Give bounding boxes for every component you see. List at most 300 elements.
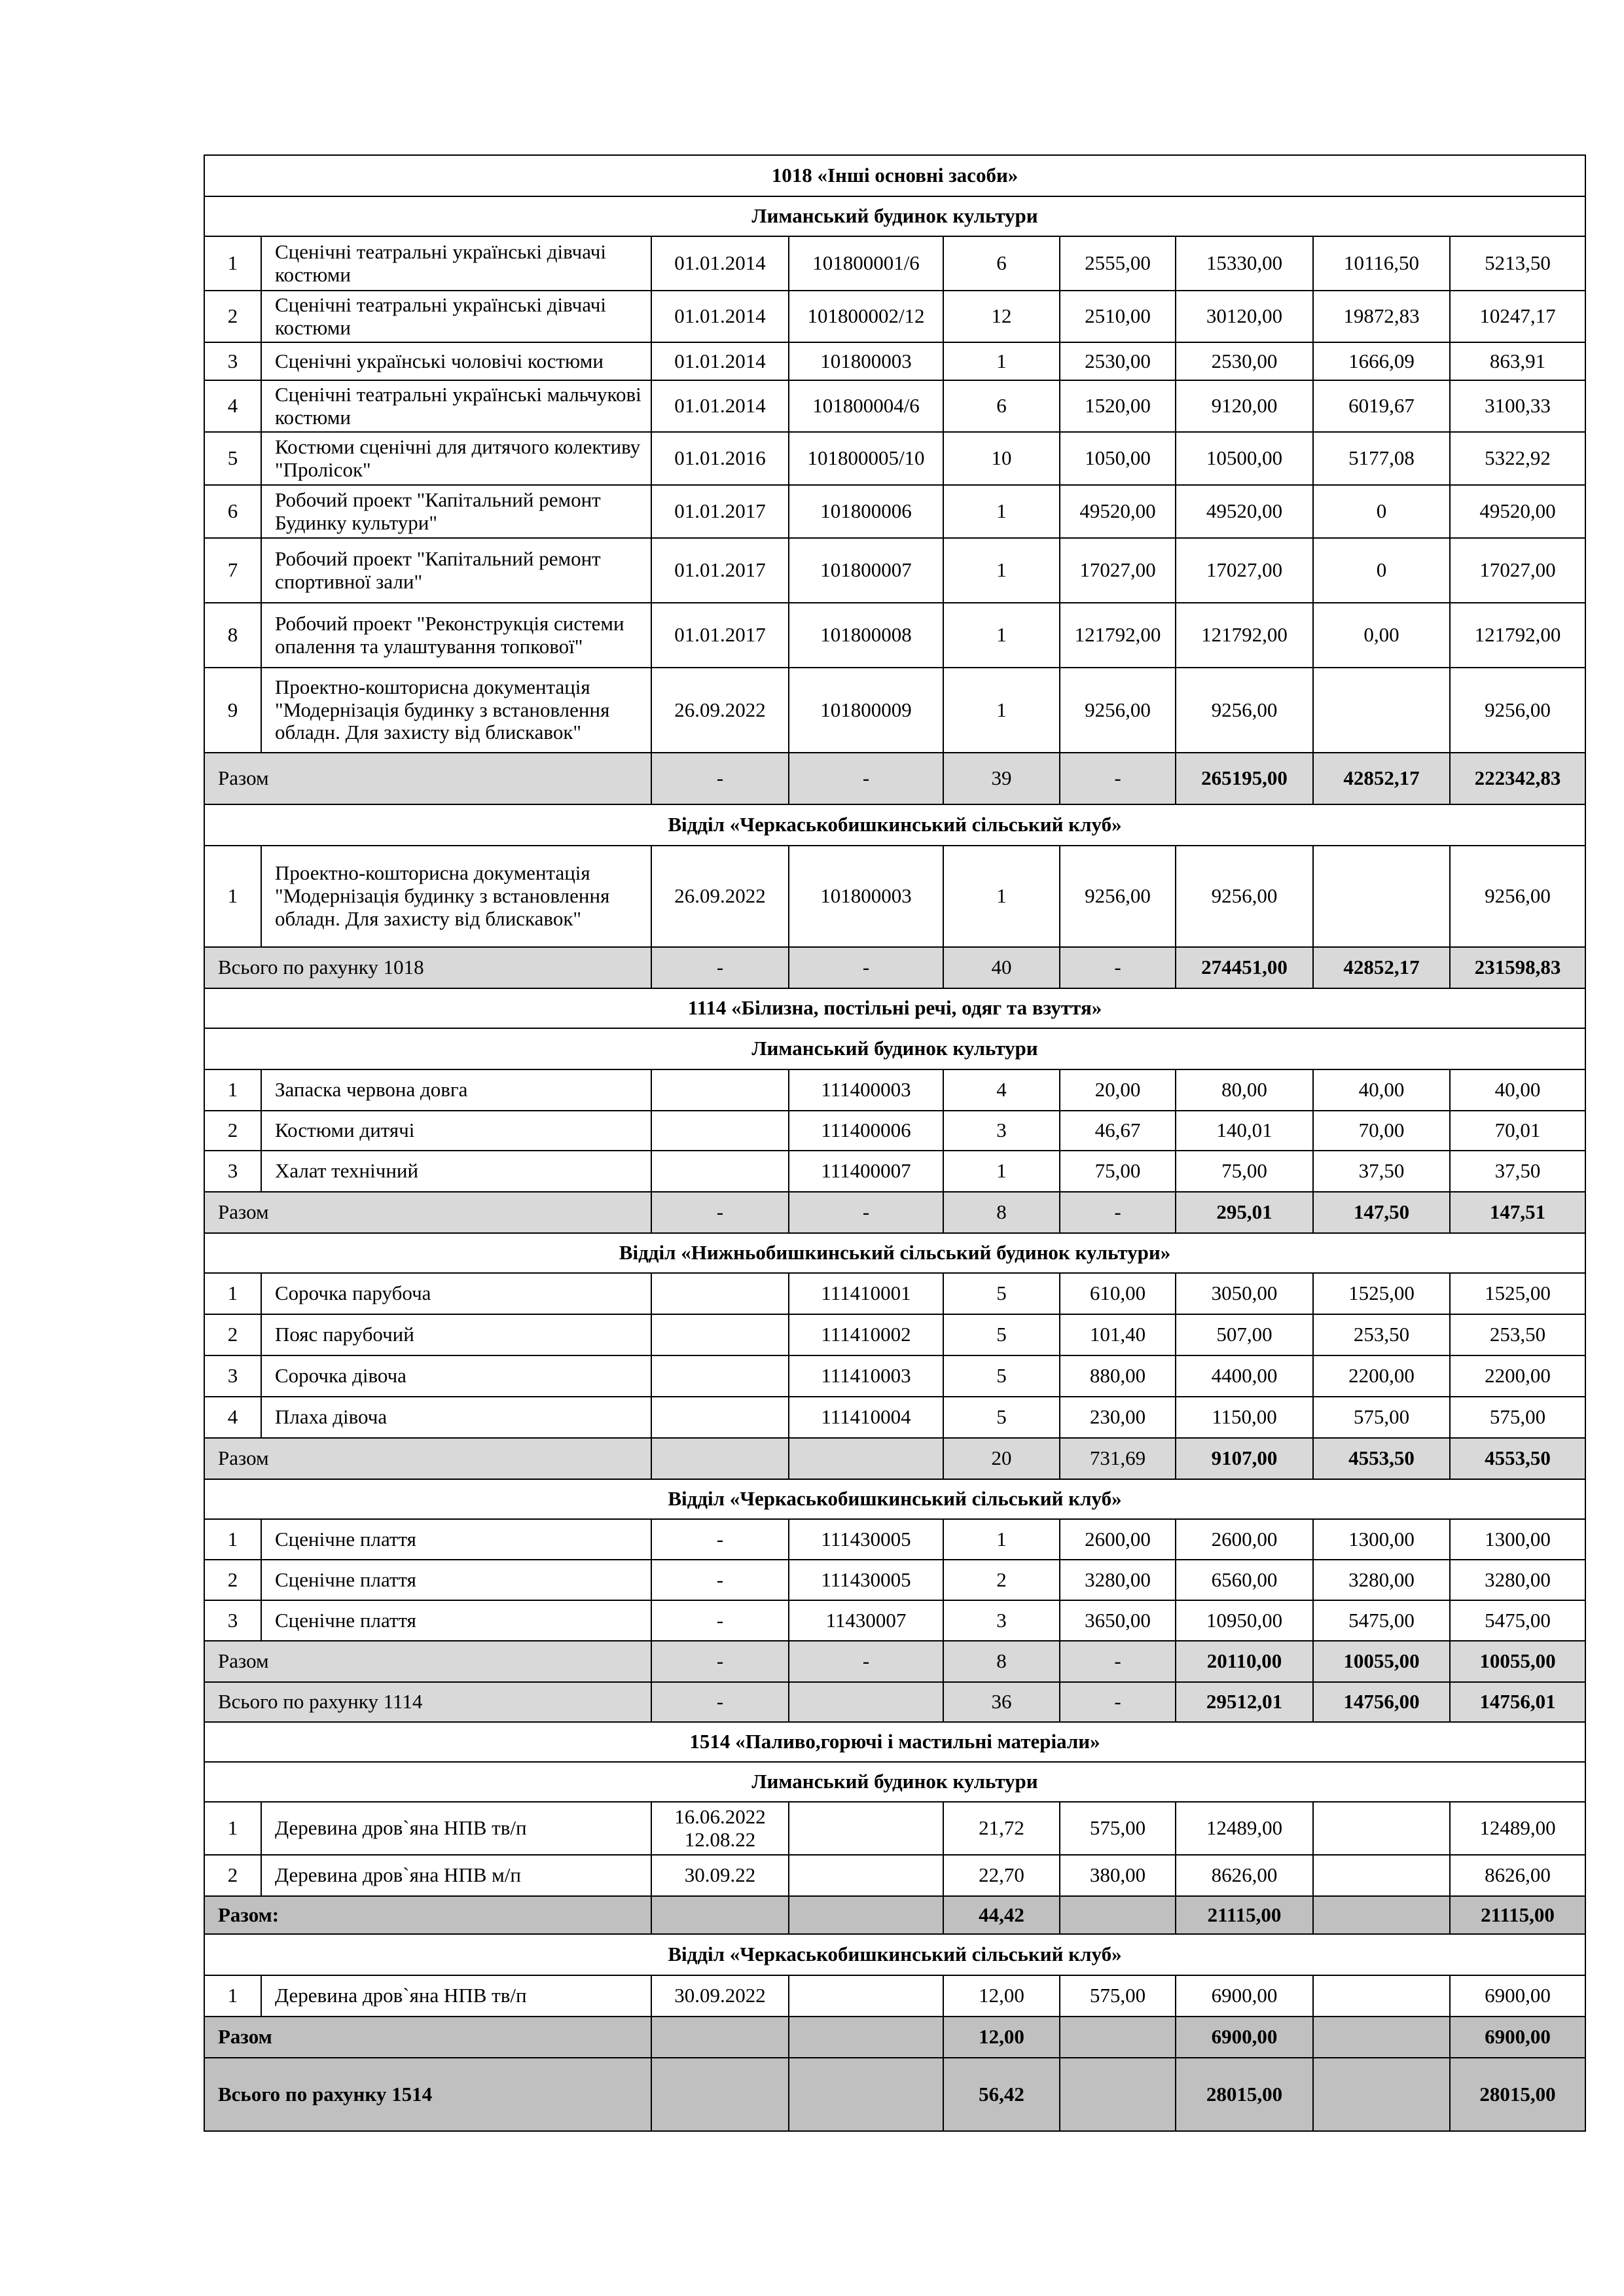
section-header <box>204 1762 1585 1802</box>
quantity: 2 <box>943 1560 1060 1600</box>
total-label: Разом <box>204 1438 651 1479</box>
date: 01.01.2014 <box>651 291 789 342</box>
unit-price: 20,00 <box>1060 1069 1176 1111</box>
item-name: Сорочка парубоча <box>261 1273 651 1314</box>
depreciation: 42852,17 <box>1313 947 1450 988</box>
total-sum: 28015,00 <box>1176 2058 1313 2131</box>
item-name: Деревина дров`яна НПВ тв/п <box>261 1802 651 1855</box>
quantity: 39 <box>943 753 1060 804</box>
depreciation <box>1313 1975 1450 2017</box>
quantity: 1 <box>943 1151 1060 1192</box>
total-row <box>204 1896 1585 1934</box>
date: 01.01.2017 <box>651 603 789 668</box>
unit-price: 17027,00 <box>1060 538 1176 603</box>
total-row <box>204 1192 1585 1233</box>
residual-value: 121792,00 <box>1450 603 1585 668</box>
depreciation <box>1313 2058 1450 2131</box>
quantity: 5 <box>943 1273 1060 1314</box>
depreciation: 10055,00 <box>1313 1641 1450 1682</box>
date: 01.01.2016 <box>651 432 789 485</box>
total-label: Всього по рахунку 1018 <box>204 947 651 988</box>
date <box>651 1069 789 1111</box>
quantity: 5 <box>943 1314 1060 1355</box>
date: 30.09.2022 <box>651 1975 789 2017</box>
unit-price: 121792,00 <box>1060 603 1176 668</box>
quantity: 20 <box>943 1438 1060 1479</box>
row-number: 3 <box>204 342 261 380</box>
unit-price: 575,00 <box>1060 1802 1176 1855</box>
section-title: Відділ «Черкаськобишкинський сільський клуб» <box>204 804 1585 846</box>
total-sum: 10950,00 <box>1176 1600 1313 1641</box>
date: 01.01.2014 <box>651 236 789 291</box>
date: - <box>651 1519 789 1560</box>
item-name: Запаска червона довга <box>261 1069 651 1111</box>
unit-price: 230,00 <box>1060 1397 1176 1438</box>
residual-value: 37,50 <box>1450 1151 1585 1192</box>
total-sum: 265195,00 <box>1176 753 1313 804</box>
total-sum: 21115,00 <box>1176 1896 1313 1934</box>
inventory-code: 111400006 <box>789 1111 943 1151</box>
total-sum: 6900,00 <box>1176 1975 1313 2017</box>
total-sum: 4400,00 <box>1176 1355 1313 1397</box>
table-row <box>204 1519 1585 1560</box>
table-row <box>204 1397 1585 1438</box>
item-name: Сценічне плаття <box>261 1560 651 1600</box>
item-name: Сценічне плаття <box>261 1519 651 1560</box>
item-name: Проектно-кошторисна документація "Модернізація будинку з встановлення обладн. Для захисту від блискавок" <box>261 668 651 753</box>
row-number: 3 <box>204 1355 261 1397</box>
inventory-code: - <box>789 1192 943 1233</box>
residual-value: 222342,83 <box>1450 753 1585 804</box>
row-number: 1 <box>204 1802 261 1855</box>
row-number: 1 <box>204 1273 261 1314</box>
inventory-code: 111410002 <box>789 1314 943 1355</box>
date: 26.09.2022 <box>651 668 789 753</box>
inventory-code: 101800003 <box>789 846 943 947</box>
table-row <box>204 1111 1585 1151</box>
item-name: Сорочка дівоча <box>261 1355 651 1397</box>
row-number: 2 <box>204 1314 261 1355</box>
inventory-code: 111400007 <box>789 1151 943 1192</box>
section-title: Відділ «Черкаськобишкинський сільський клуб» <box>204 1479 1585 1519</box>
row-number: 1 <box>204 236 261 291</box>
unit-price: 1520,00 <box>1060 380 1176 432</box>
item-name: Сценічні театральні українські дівчачі костюми <box>261 236 651 291</box>
row-number: 1 <box>204 846 261 947</box>
residual-value: 5213,50 <box>1450 236 1585 291</box>
row-number: 2 <box>204 1560 261 1600</box>
item-name: Деревина дров`яна НПВ м/п <box>261 1855 651 1896</box>
inventory-code <box>789 1802 943 1855</box>
total-sum: 9120,00 <box>1176 380 1313 432</box>
quantity: 1 <box>943 603 1060 668</box>
date <box>651 1896 789 1934</box>
inventory-code <box>789 1682 943 1722</box>
table-row <box>204 380 1585 432</box>
quantity: 44,42 <box>943 1896 1060 1934</box>
total-sum: 10500,00 <box>1176 432 1313 485</box>
date: - <box>651 1600 789 1641</box>
date: 26.09.2022 <box>651 846 789 947</box>
depreciation: 0 <box>1313 538 1450 603</box>
depreciation: 0,00 <box>1313 603 1450 668</box>
depreciation <box>1313 1855 1450 1896</box>
table-row <box>204 1855 1585 1896</box>
table-row <box>204 291 1585 342</box>
quantity: 1 <box>943 538 1060 603</box>
date <box>651 2017 789 2058</box>
inventory-code: 101800006 <box>789 485 943 538</box>
depreciation: 4553,50 <box>1313 1438 1450 1479</box>
date: - <box>651 947 789 988</box>
residual-value: 10055,00 <box>1450 1641 1585 1682</box>
quantity: 1 <box>943 1519 1060 1560</box>
total-row <box>204 947 1585 988</box>
date: 16.06.2022 12.08.22 <box>651 1802 789 1855</box>
depreciation: 1525,00 <box>1313 1273 1450 1314</box>
depreciation: 575,00 <box>1313 1397 1450 1438</box>
unit-price: 3280,00 <box>1060 1560 1176 1600</box>
section-title: Лиманський будинок культури <box>204 1762 1585 1802</box>
unit-price <box>1060 2058 1176 2131</box>
section-title: Лиманський будинок культури <box>204 196 1585 236</box>
quantity: 6 <box>943 380 1060 432</box>
residual-value: 9256,00 <box>1450 846 1585 947</box>
table-row <box>204 1151 1585 1192</box>
table-row <box>204 668 1585 753</box>
depreciation <box>1313 846 1450 947</box>
quantity: 22,70 <box>943 1855 1060 1896</box>
table-row <box>204 1600 1585 1641</box>
inventory-code: 111410004 <box>789 1397 943 1438</box>
residual-value: 8626,00 <box>1450 1855 1585 1896</box>
table-row <box>204 432 1585 485</box>
table-row <box>204 1355 1585 1397</box>
date <box>651 1111 789 1151</box>
date: - <box>651 753 789 804</box>
residual-value: 575,00 <box>1450 1397 1585 1438</box>
unit-price: - <box>1060 1641 1176 1682</box>
residual-value: 9256,00 <box>1450 668 1585 753</box>
table-row <box>204 1273 1585 1314</box>
inventory-code <box>789 2058 943 2131</box>
inventory-code: 101800007 <box>789 538 943 603</box>
inventory-code: 101800004/6 <box>789 380 943 432</box>
depreciation: 37,50 <box>1313 1151 1450 1192</box>
unit-price: - <box>1060 947 1176 988</box>
residual-value: 12489,00 <box>1450 1802 1585 1855</box>
item-name: Сценічне плаття <box>261 1600 651 1641</box>
quantity: 12 <box>943 291 1060 342</box>
unit-price: 2530,00 <box>1060 342 1176 380</box>
inventory-code: 111400003 <box>789 1069 943 1111</box>
item-name: Деревина дров`яна НПВ тв/п <box>261 1975 651 2017</box>
total-sum: 295,01 <box>1176 1192 1313 1233</box>
unit-price: 380,00 <box>1060 1855 1176 1896</box>
depreciation: 0 <box>1313 485 1450 538</box>
unit-price: 2510,00 <box>1060 291 1176 342</box>
quantity: 12,00 <box>943 1975 1060 2017</box>
unit-price: 101,40 <box>1060 1314 1176 1355</box>
item-name: Плаха дівоча <box>261 1397 651 1438</box>
total-sum: 49520,00 <box>1176 485 1313 538</box>
item-name: Робочий проект "Капітальний ремонт спортивної зали" <box>261 538 651 603</box>
total-sum: 140,01 <box>1176 1111 1313 1151</box>
total-sum: 20110,00 <box>1176 1641 1313 1682</box>
date <box>651 1314 789 1355</box>
row-number: 4 <box>204 1397 261 1438</box>
residual-value: 3100,33 <box>1450 380 1585 432</box>
total-sum: 75,00 <box>1176 1151 1313 1192</box>
depreciation: 14756,00 <box>1313 1682 1450 1722</box>
total-row <box>204 1641 1585 1682</box>
total-sum: 121792,00 <box>1176 603 1313 668</box>
inventory-code: - <box>789 753 943 804</box>
residual-value: 49520,00 <box>1450 485 1585 538</box>
inventory-code: 101800002/12 <box>789 291 943 342</box>
total-label: Разом <box>204 1192 651 1233</box>
total-sum: 2530,00 <box>1176 342 1313 380</box>
unit-price: 46,67 <box>1060 1111 1176 1151</box>
total-sum: 2600,00 <box>1176 1519 1313 1560</box>
date: 01.01.2014 <box>651 342 789 380</box>
residual-value: 21115,00 <box>1450 1896 1585 1934</box>
section-header <box>204 1722 1585 1762</box>
row-number: 4 <box>204 380 261 432</box>
inventory-code: 101800001/6 <box>789 236 943 291</box>
quantity: 1 <box>943 846 1060 947</box>
total-sum: 9256,00 <box>1176 668 1313 753</box>
unit-price: 575,00 <box>1060 1975 1176 2017</box>
total-sum: 30120,00 <box>1176 291 1313 342</box>
total-row <box>204 2017 1585 2058</box>
inventory-code <box>789 2017 943 2058</box>
table-row <box>204 342 1585 380</box>
quantity: 5 <box>943 1397 1060 1438</box>
quantity: 3 <box>943 1600 1060 1641</box>
depreciation: 3280,00 <box>1313 1560 1450 1600</box>
section-header <box>204 804 1585 846</box>
table-row <box>204 1314 1585 1355</box>
quantity: 1 <box>943 485 1060 538</box>
row-number: 8 <box>204 603 261 668</box>
residual-value: 6900,00 <box>1450 2017 1585 2058</box>
residual-value: 28015,00 <box>1450 2058 1585 2131</box>
date <box>651 1151 789 1192</box>
residual-value: 253,50 <box>1450 1314 1585 1355</box>
date <box>651 1438 789 1479</box>
row-number: 1 <box>204 1519 261 1560</box>
table-row <box>204 538 1585 603</box>
unit-price: 2600,00 <box>1060 1519 1176 1560</box>
date: - <box>651 1641 789 1682</box>
residual-value: 40,00 <box>1450 1069 1585 1111</box>
depreciation <box>1313 1896 1450 1934</box>
total-row <box>204 1438 1585 1479</box>
section-header <box>204 1934 1585 1975</box>
total-row <box>204 753 1585 804</box>
depreciation: 1300,00 <box>1313 1519 1450 1560</box>
residual-value: 6900,00 <box>1450 1975 1585 2017</box>
unit-price: 1050,00 <box>1060 432 1176 485</box>
total-sum: 80,00 <box>1176 1069 1313 1111</box>
date: 01.01.2017 <box>651 538 789 603</box>
quantity: 56,42 <box>943 2058 1060 2131</box>
inventory-code: 111410001 <box>789 1273 943 1314</box>
residual-value: 70,01 <box>1450 1111 1585 1151</box>
residual-value: 5322,92 <box>1450 432 1585 485</box>
quantity: 5 <box>943 1355 1060 1397</box>
quantity: 12,00 <box>943 2017 1060 2058</box>
table-row <box>204 485 1585 538</box>
date <box>651 1355 789 1397</box>
date: - <box>651 1682 789 1722</box>
unit-price: 731,69 <box>1060 1438 1176 1479</box>
table-row <box>204 1802 1585 1855</box>
unit-price: 880,00 <box>1060 1355 1176 1397</box>
item-name: Пояс парубочий <box>261 1314 651 1355</box>
section-header <box>204 1479 1585 1519</box>
table-row <box>204 603 1585 668</box>
section-title: 1114 «Білизна, постільні речі, одяг та взуття» <box>204 988 1585 1028</box>
depreciation: 42852,17 <box>1313 753 1450 804</box>
date: - <box>651 1560 789 1600</box>
inventory-code: - <box>789 1641 943 1682</box>
row-number: 6 <box>204 485 261 538</box>
unit-price: 75,00 <box>1060 1151 1176 1192</box>
inventory-table <box>204 154 1586 2132</box>
unit-price: - <box>1060 1682 1176 1722</box>
item-name: Халат технічний <box>261 1151 651 1192</box>
inventory-code <box>789 1896 943 1934</box>
unit-price: 610,00 <box>1060 1273 1176 1314</box>
section-header <box>204 988 1585 1028</box>
unit-price: 49520,00 <box>1060 485 1176 538</box>
total-sum: 8626,00 <box>1176 1855 1313 1896</box>
depreciation: 5475,00 <box>1313 1600 1450 1641</box>
inventory-code <box>789 1438 943 1479</box>
row-number: 2 <box>204 291 261 342</box>
inventory-code: - <box>789 947 943 988</box>
unit-price: 9256,00 <box>1060 668 1176 753</box>
residual-value: 10247,17 <box>1450 291 1585 342</box>
section-title: 1514 «Паливо,горючі і мастильні матеріали» <box>204 1722 1585 1762</box>
section-title: Відділ «Черкаськобишкинський сільський клуб» <box>204 1934 1585 1975</box>
row-number: 3 <box>204 1151 261 1192</box>
total-sum: 9256,00 <box>1176 846 1313 947</box>
unit-price: - <box>1060 753 1176 804</box>
depreciation <box>1313 668 1450 753</box>
quantity: 10 <box>943 432 1060 485</box>
date: 01.01.2017 <box>651 485 789 538</box>
quantity: 36 <box>943 1682 1060 1722</box>
table-row <box>204 236 1585 291</box>
date: 30.09.22 <box>651 1855 789 1896</box>
residual-value: 231598,83 <box>1450 947 1585 988</box>
item-name: Костюми дитячі <box>261 1111 651 1151</box>
depreciation: 5177,08 <box>1313 432 1450 485</box>
quantity: 21,72 <box>943 1802 1060 1855</box>
quantity: 6 <box>943 236 1060 291</box>
unit-price: 9256,00 <box>1060 846 1176 947</box>
section-header <box>204 1233 1585 1273</box>
inventory-code: 11430007 <box>789 1600 943 1641</box>
total-sum: 17027,00 <box>1176 538 1313 603</box>
total-sum: 12489,00 <box>1176 1802 1313 1855</box>
residual-value: 2200,00 <box>1450 1355 1585 1397</box>
total-row <box>204 1682 1585 1722</box>
section-header <box>204 1028 1585 1069</box>
section-title: 1018 «Інші основні засоби» <box>204 155 1585 196</box>
residual-value: 1300,00 <box>1450 1519 1585 1560</box>
unit-price: - <box>1060 1192 1176 1233</box>
residual-value: 147,51 <box>1450 1192 1585 1233</box>
section-title: Відділ «Нижньобишкинський сільський будинок культури» <box>204 1233 1585 1273</box>
depreciation: 253,50 <box>1313 1314 1450 1355</box>
table-row <box>204 846 1585 947</box>
item-name: Робочий проект "Реконструкція системи опалення та улаштування топкової" <box>261 603 651 668</box>
total-label: Разом <box>204 2017 651 2058</box>
total-sum: 274451,00 <box>1176 947 1313 988</box>
row-number: 2 <box>204 1855 261 1896</box>
total-sum: 6560,00 <box>1176 1560 1313 1600</box>
residual-value: 4553,50 <box>1450 1438 1585 1479</box>
date: - <box>651 1192 789 1233</box>
inventory-code: 101800005/10 <box>789 432 943 485</box>
quantity: 1 <box>943 342 1060 380</box>
item-name: Сценічні театральні українські дівчачі костюми <box>261 291 651 342</box>
quantity: 4 <box>943 1069 1060 1111</box>
total-sum: 6900,00 <box>1176 2017 1313 2058</box>
inventory-code: 111410003 <box>789 1355 943 1397</box>
total-sum: 15330,00 <box>1176 236 1313 291</box>
item-name: Сценічні українські чоловічі костюми <box>261 342 651 380</box>
section-header <box>204 155 1585 196</box>
row-number: 3 <box>204 1600 261 1641</box>
residual-value: 17027,00 <box>1450 538 1585 603</box>
inventory-code <box>789 1855 943 1896</box>
depreciation: 1666,09 <box>1313 342 1450 380</box>
total-sum: 507,00 <box>1176 1314 1313 1355</box>
depreciation: 2200,00 <box>1313 1355 1450 1397</box>
total-label: Разом <box>204 1641 651 1682</box>
row-number: 1 <box>204 1975 261 2017</box>
depreciation <box>1313 1802 1450 1855</box>
residual-value: 5475,00 <box>1450 1600 1585 1641</box>
total-sum: 1150,00 <box>1176 1397 1313 1438</box>
depreciation: 70,00 <box>1313 1111 1450 1151</box>
row-number: 2 <box>204 1111 261 1151</box>
residual-value: 14756,01 <box>1450 1682 1585 1722</box>
depreciation <box>1313 2017 1450 2058</box>
row-number: 5 <box>204 432 261 485</box>
total-label: Разом: <box>204 1896 651 1934</box>
item-name: Костюми сценічні для дитячого колективу "Пролісок" <box>261 432 651 485</box>
depreciation: 40,00 <box>1313 1069 1450 1111</box>
row-number: 7 <box>204 538 261 603</box>
residual-value: 3280,00 <box>1450 1560 1585 1600</box>
quantity: 8 <box>943 1192 1060 1233</box>
total-label: Всього по рахунку 1114 <box>204 1682 651 1722</box>
quantity: 1 <box>943 668 1060 753</box>
item-name: Проектно-кошторисна документація "Модернізація будинку з встановлення обладн. Для захисту від блискавок" <box>261 846 651 947</box>
quantity: 8 <box>943 1641 1060 1682</box>
section-header <box>204 196 1585 236</box>
inventory-code: 111430005 <box>789 1560 943 1600</box>
quantity: 40 <box>943 947 1060 988</box>
total-sum: 29512,01 <box>1176 1682 1313 1722</box>
inventory-code: 101800008 <box>789 603 943 668</box>
